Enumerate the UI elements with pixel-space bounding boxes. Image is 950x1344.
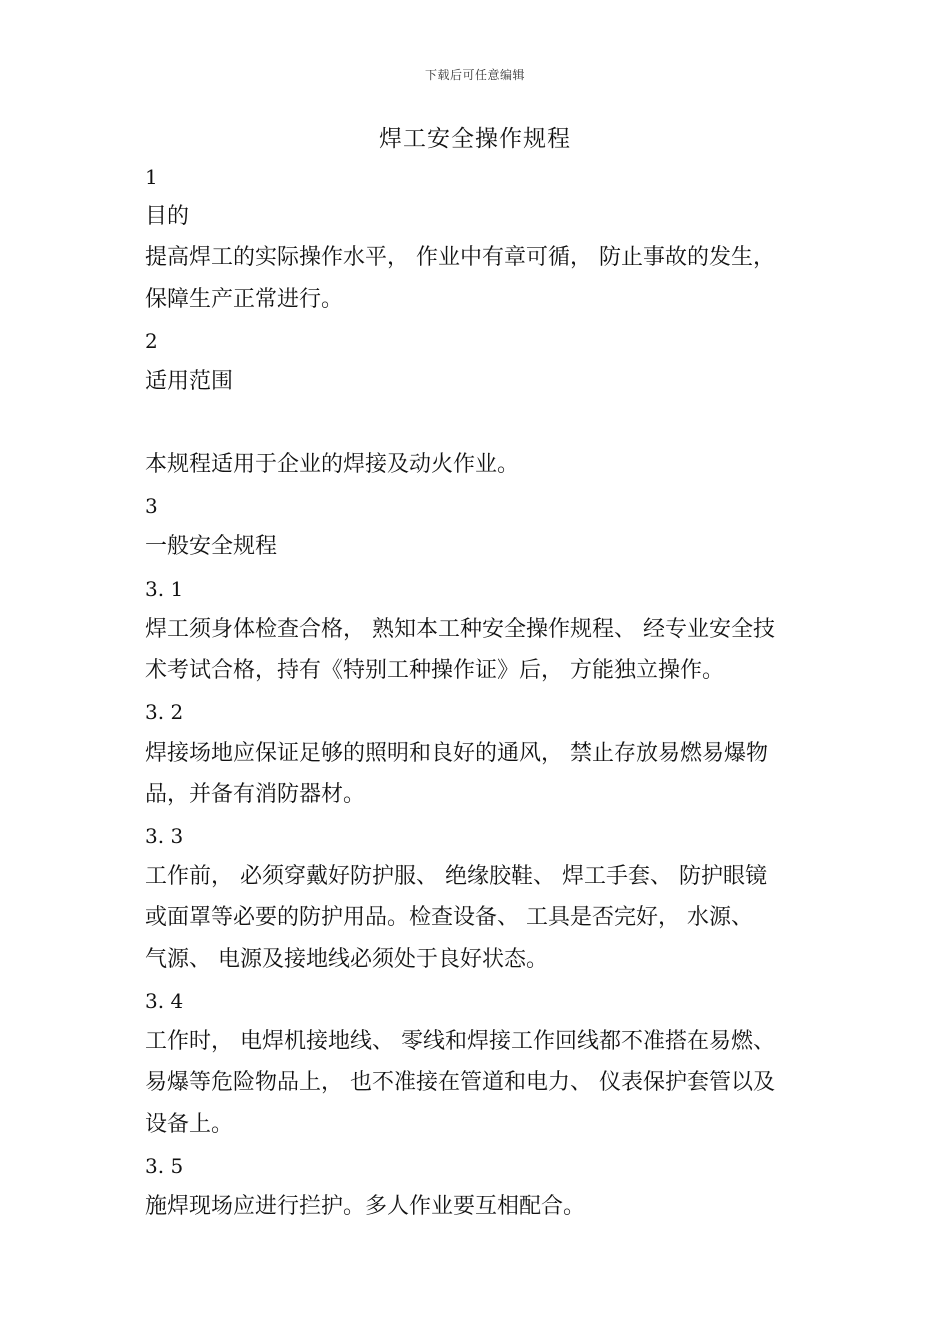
section-heading: 适用范围	[145, 369, 234, 394]
body-text-line: 术考试合格，持有《特别工种操作证》后， 方能独立操作。	[145, 658, 724, 683]
body-text-line: 保障生产正常进行。	[145, 287, 344, 312]
body-text-line: 施焊现场应进行拦护。多人作业要互相配合。	[145, 1194, 586, 1219]
body-text-line: 本规程适用于企业的焊接及动火作业。	[145, 452, 520, 477]
clause-number: 3. 5	[145, 1154, 184, 1178]
section-number: 1	[145, 165, 158, 189]
body-text-line: 设备上。	[145, 1112, 234, 1137]
body-text-line: 焊工须身体检查合格， 熟知本工种安全操作规程、 经专业安全技	[145, 617, 775, 642]
body-text-line: 工作前， 必须穿戴好防护服、 绝缘胶鞋、 焊工手套、 防护眼镜	[145, 864, 767, 889]
clause-number: 3. 1	[145, 577, 184, 601]
clause-number: 3. 4	[145, 989, 184, 1013]
section-number: 2	[145, 329, 158, 353]
header-note: 下载后可任意编辑	[424, 68, 525, 82]
body-text-line: 或面罩等必要的防护用品。检查设备、 工具是否完好， 水源、	[145, 905, 753, 930]
body-text-line: 工作时， 电焊机接地线、 零线和焊接工作回线都不准搭在易燃、	[145, 1029, 775, 1054]
body-text-line: 品，并备有消防器材。	[145, 782, 366, 807]
clause-number: 3. 3	[145, 824, 184, 848]
body-text-line: 焊接场地应保证足够的照明和良好的通风， 禁止存放易燃易爆物	[145, 741, 768, 766]
body-text-line: 提高焊工的实际操作水平， 作业中有章可循， 防止事故的发生，	[145, 245, 775, 270]
section-number: 3	[145, 494, 158, 518]
section-heading: 目的	[145, 204, 190, 229]
document-title: 焊工安全操作规程	[379, 126, 571, 152]
body-text-line: 易爆等危险物品上， 也不准接在管道和电力、 仪表保护套管以及	[145, 1070, 775, 1095]
body-text-line: 气源、 电源及接地线必须处于良好状态。	[145, 947, 548, 972]
section-heading: 一般安全规程	[145, 534, 278, 559]
clause-number: 3. 2	[145, 700, 184, 724]
